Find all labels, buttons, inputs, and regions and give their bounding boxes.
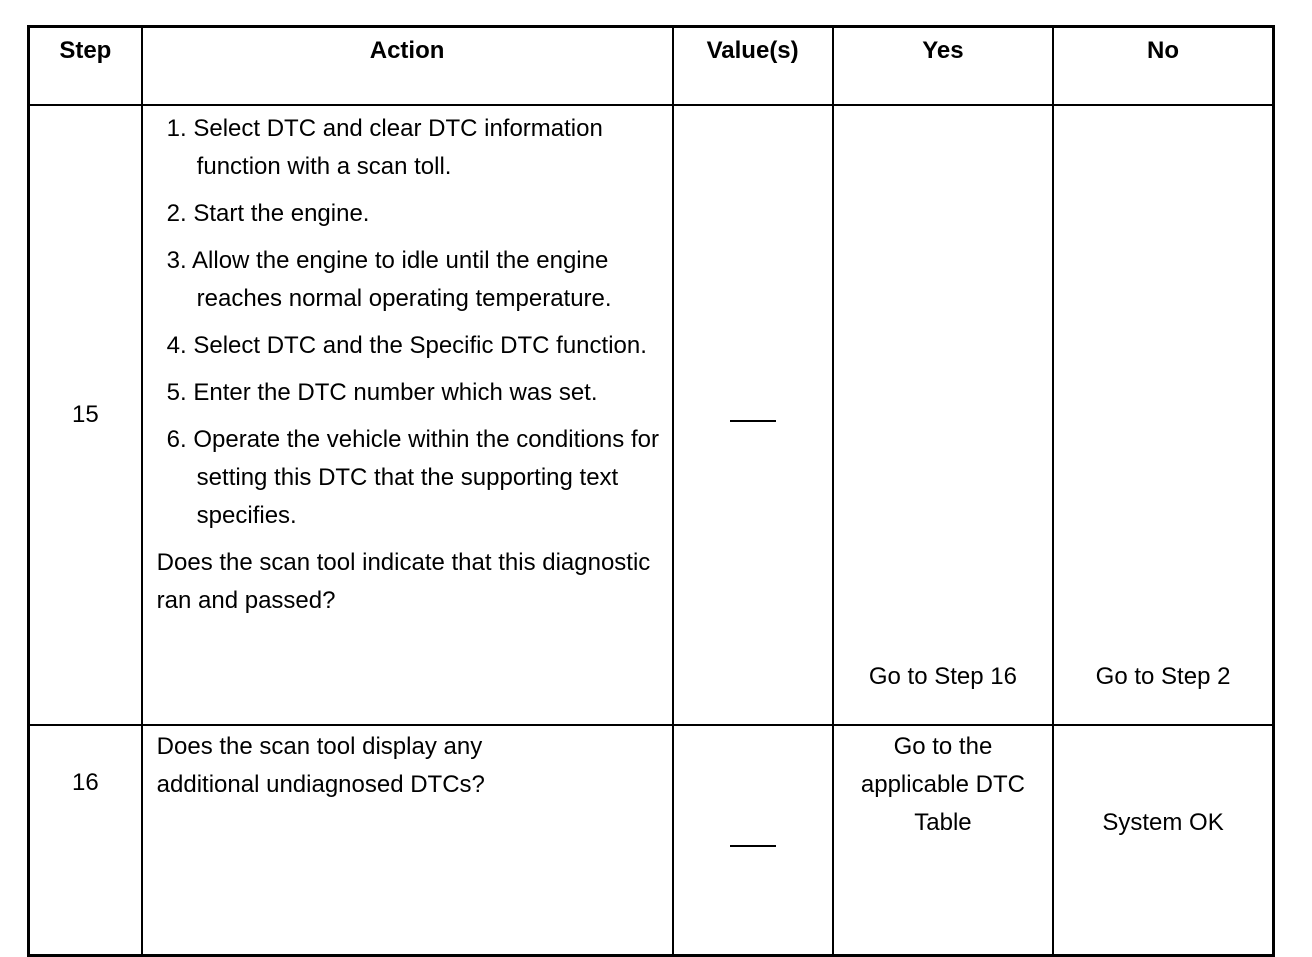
header-yes: Yes: [833, 27, 1053, 106]
action-cell: [142, 105, 673, 725]
action-step-1: 1. Select DTC and clear DTC information function with a scan toll.: [166, 115, 603, 180]
value-cell: [673, 725, 833, 956]
step-number: 15: [29, 105, 142, 725]
yes-cell: Go to Step 16: [833, 105, 1053, 725]
table-row-step-15: [29, 105, 1274, 725]
header-no: No: [1053, 27, 1273, 106]
action-question: Does the scan tool display any additional undiagnosed DTCs?: [156, 733, 485, 798]
action-cell: [142, 725, 673, 956]
diagnostic-table: [27, 25, 1275, 957]
action-step-3: 3. Allow the engine to idle until the engine reaches normal operating temperature.: [166, 247, 612, 312]
action-question: Does the scan tool indicate that this diagnostic ran and passed?: [156, 549, 651, 614]
header-values: Value(s): [673, 27, 833, 106]
action-steps-list: [157, 110, 664, 535]
header-action: Action: [142, 27, 673, 106]
yes-cell: Go to the applicable DTC Table: [833, 725, 1053, 956]
value-cell: [673, 105, 833, 725]
no-cell: System OK: [1053, 725, 1273, 956]
no-cell: Go to Step 2: [1053, 105, 1273, 725]
value-dash: [730, 420, 776, 422]
header-row: [29, 27, 1274, 106]
table-row-step-16: [29, 725, 1274, 956]
action-step-4: 4. Select DTC and the Specific DTC function.: [166, 332, 647, 359]
step-number: 16: [29, 725, 142, 956]
value-dash: [730, 845, 776, 847]
action-step-6: 6. Operate the vehicle within the conditions for setting this DTC that the supporting text specifies.: [166, 426, 659, 529]
action-step-2: 2. Start the engine.: [166, 200, 370, 227]
header-step: Step: [29, 27, 142, 106]
action-step-5: 5. Enter the DTC number which was set.: [166, 379, 598, 406]
